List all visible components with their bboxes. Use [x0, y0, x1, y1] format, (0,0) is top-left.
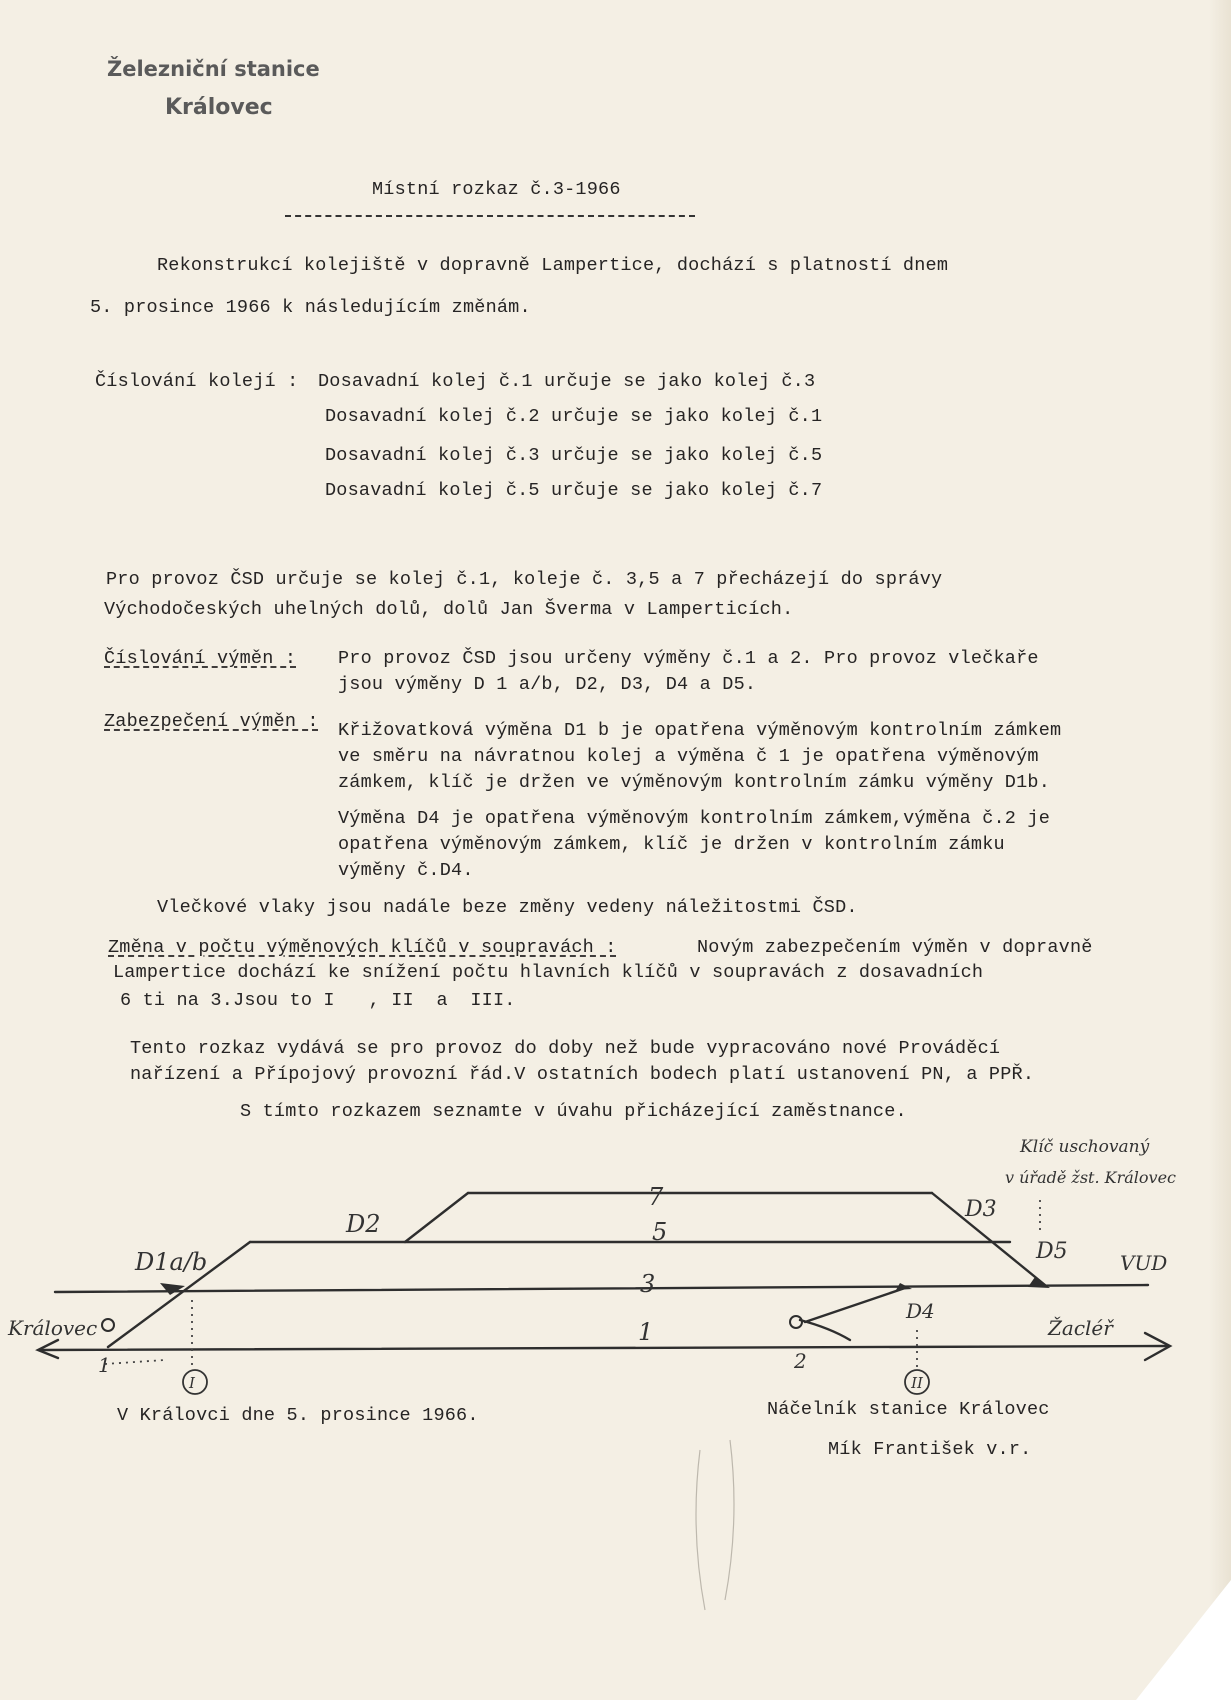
- switch-number-1: 1: [98, 1353, 111, 1377]
- track-label-5: 5: [652, 1218, 668, 1246]
- switch-security-line: opatřena výměnovým zámkem, klíč je držen v kontrolním zámku: [338, 834, 1005, 855]
- key-number-ii: II: [911, 1374, 923, 1392]
- track-numbering-label: Číslování kolejí :: [95, 371, 299, 392]
- switch-security-label: Zabezpečení výměn :: [104, 711, 319, 732]
- station-stamp-line1: Železniční stanice: [107, 57, 320, 81]
- key-note-line2: v úřadě žst. Královec: [1005, 1168, 1177, 1187]
- switch-security-line: Křižovatková výměna D1 b je opatřena výměnovým kontrolním zámkem: [338, 720, 1062, 741]
- signature-name: Mík František v.r.: [828, 1439, 1032, 1460]
- switch-label-d2: D2: [346, 1210, 381, 1238]
- switch-number-2: 2: [794, 1349, 807, 1373]
- switch-numbering-line-1: Pro provoz ČSD jsou určeny výměny č.1 a 2. Pro provoz vlečkaře: [338, 648, 1039, 669]
- signature-role: Náčelník stanice Královec: [767, 1399, 1050, 1420]
- station-stamp-line2: Královec: [165, 95, 273, 120]
- page-title: Místní rozkaz č.3-1966: [372, 179, 621, 200]
- key-number-i: I: [189, 1374, 195, 1392]
- switch-2-lock-icon: [790, 1316, 802, 1328]
- key-change-label: Změna v počtu výměnových klíčů v soupravách :: [108, 937, 617, 958]
- operation-line-1: Pro provoz ČSD určuje se kolej č.1, koleje č. 3,5 a 7 přecházejí do správy: [106, 569, 943, 590]
- switch-label-d4: D4: [906, 1299, 935, 1323]
- switch-label-d5: D5: [1036, 1239, 1068, 1264]
- track-numbering-item: Dosavadní kolej č.2 určuje se jako kolej č.1: [325, 406, 823, 427]
- connection-d2-line: [405, 1193, 468, 1242]
- station-label-kralovec: Královec: [8, 1316, 98, 1340]
- direction-label-zacler: Žacléř: [1048, 1316, 1113, 1340]
- pencil-mark: [725, 1440, 734, 1600]
- track-label-1: 1: [638, 1318, 654, 1346]
- switch-numbering-label: Číslování výměn :: [104, 648, 297, 669]
- track-1-line: [40, 1346, 1168, 1350]
- siding-label-vud: VUD: [1120, 1251, 1168, 1275]
- key-change-line: Novým zabezpečením výměn v dopravně: [697, 937, 1093, 958]
- validity-line-1: Tento rozkaz vydává se pro provoz do doby než bude vypracováno nové Prováděcí: [130, 1038, 1001, 1059]
- switch-numbering-line-2: jsou výměny D 1 a/b, D2, D3, D4 a D5.: [338, 674, 757, 695]
- intro-line-2: 5. prosince 1966 k následujícím změnám.: [90, 297, 531, 318]
- switch-security-line: výměny č.D4.: [338, 860, 474, 881]
- track-label-3: 3: [640, 1270, 656, 1298]
- place-date: V Královci dne 5. prosince 1966.: [117, 1405, 479, 1426]
- track-label-7: 7: [648, 1183, 664, 1211]
- switch-label-d1: D1a/b: [135, 1248, 208, 1276]
- track-numbering-item: Dosavadní kolej č.5 určuje se jako kolej č.7: [325, 480, 823, 501]
- key-change-line: Lampertice dochází ke snížení počtu hlavních klíčů v soupravách z dosavadních: [113, 962, 984, 983]
- torn-corner: [1136, 1580, 1231, 1700]
- track-3-line: [55, 1285, 1148, 1292]
- pencil-mark: [696, 1450, 705, 1610]
- switch-security-line: ve směru na návratnou kolej a výměna č 1 je opatřena výměnovým: [338, 746, 1039, 767]
- switch-security-line: Výměna D4 je opatřena výměnovým kontrolním zámkem,výměna č.2 je: [338, 808, 1051, 829]
- instruction-text: S tímto rozkazem seznamte v úvahu přicházející zaměstnance.: [240, 1101, 907, 1122]
- switch-1-dotted-line: [105, 1360, 165, 1364]
- operation-line-2: Východočeských uhelných dolů, dolů Jan Šverma v Lamperticích.: [104, 599, 794, 620]
- intro-line-1: Rekonstrukcí kolejiště v dopravně Lampertice, dochází s platností dnem: [157, 255, 949, 276]
- switch-2-curve: [800, 1320, 850, 1340]
- key-note-line1: Klíč uschovaný: [1020, 1137, 1150, 1157]
- switch-1-lock-icon: [102, 1319, 114, 1331]
- track-numbering-item: Dosavadní kolej č.1 určuje se jako kolej č.3: [318, 371, 816, 392]
- validity-line-2: nařízení a Přípojový provozní řád.V ostatních bodech platí ustanovení PN, a PPŘ.: [130, 1064, 1035, 1085]
- key-change-line: 6 ti na 3.Jsou to I , II a III.: [120, 990, 516, 1011]
- switch-label-d3: D3: [965, 1197, 997, 1222]
- key-i-circle: [183, 1370, 207, 1394]
- track-numbering-item: Dosavadní kolej č.3 určuje se jako kolej č.5: [325, 445, 823, 466]
- switch-security-line: zámkem, klíč je držen ve výměnovým kontrolním zámku výměny D1b.: [338, 772, 1051, 793]
- siding-trains-text: Vlečkové vlaky jsou nadále beze změny vedeny náležitostmi ČSD.: [157, 897, 858, 918]
- connection-d4-line: [805, 1288, 905, 1322]
